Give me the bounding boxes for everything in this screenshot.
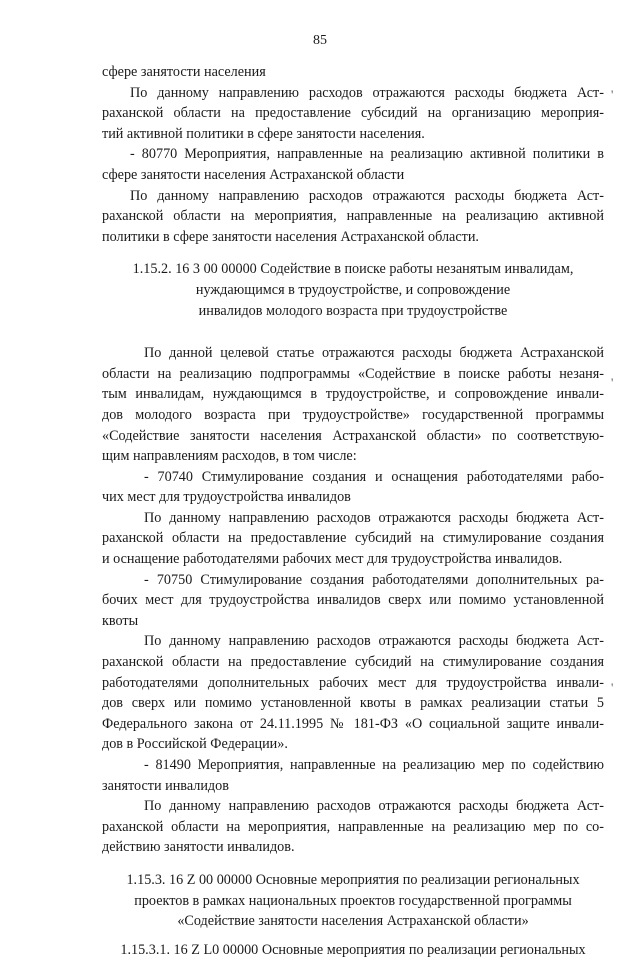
text-line: работодателями дополнительных рабочих мест для трудоустройства инвали- [102, 674, 604, 691]
heading-line: нуждающимся в трудоустройстве, и сопровождение [195, 281, 511, 298]
paragraph [102, 467, 604, 508]
text-line: «Содействие занятости населения Астраханской области» по соответствую- [102, 427, 604, 444]
margin-mark: ' [611, 87, 614, 102]
page-number: 85 [313, 33, 327, 48]
text-line: политики в сфере занятости населения Астраханской области. [102, 228, 479, 245]
block-gap [102, 932, 604, 940]
text-line: раханской области на мероприятия, направленные на реализацию активной [102, 208, 604, 225]
section-heading [102, 940, 604, 960]
text-line: - 70750 Стимулирование создания работодателями дополнительных ра- [144, 571, 604, 588]
text-line: чих мест для трудоустройства инвалидов [102, 489, 351, 506]
text-line: тий активной политики в сфере занятости населения. [102, 125, 425, 142]
text-line: области на реализацию подпрограммы «Содействие в поиске работы незаня- [102, 365, 604, 382]
paragraph [102, 144, 604, 185]
paragraph [102, 186, 604, 248]
text-line: действию занятости инвалидов. [102, 839, 295, 856]
text-line: По данному направлению расходов отражаются расходы бюджета Аст- [144, 509, 604, 526]
block-gap [102, 858, 604, 870]
heading-line: 1.15.2. 16 3 00 00000 Содействие в поиске работы незанятым инвалидам, [132, 261, 574, 278]
text-line: дов молодого возраста при трудоустройстве» государственной программы [102, 406, 604, 423]
margin-mark: ' [611, 375, 614, 390]
section-heading [102, 870, 604, 932]
paragraph [102, 570, 604, 632]
text-line: По данной целевой статье отражаются расходы бюджета Астраханской [144, 345, 604, 362]
text-line: раханской области на предоставление субсидий на стимулирование создания [102, 530, 604, 547]
document-body [102, 62, 604, 960]
text-line: сфере занятости населения Астраханской области [102, 166, 405, 183]
text-line: - 81490 Мероприятия, направленные на реализацию мер по содействию [144, 757, 604, 773]
paragraph [102, 796, 604, 858]
heading-line: 1.15.3. 16 Z 00 00000 Основные мероприятия по реализации региональных [126, 871, 580, 888]
section-heading [102, 259, 604, 321]
text-line: Федерального закона от 24.11.1995 № 181-ФЗ «О социальной защите инвали- [102, 715, 604, 732]
block-gap [102, 247, 604, 259]
text-line: По данному направлению расходов отражаются расходы бюджета Аст- [144, 798, 604, 815]
text-line: раханской области на мероприятия, направленные на реализацию мер по со- [102, 818, 604, 835]
text-line: раханской области на предоставление субсидий на организацию мероприя- [102, 105, 604, 122]
paragraph [102, 755, 604, 796]
text-line: тым инвалидам, нуждающимся в трудоустройстве, и сопровождение инвали- [102, 386, 604, 403]
text-line: и оснащение работодателями рабочих мест для трудоустройства инвалидов. [102, 551, 563, 568]
text-line: - 80770 Мероприятия, направленные на реализацию активной политики в [130, 146, 604, 163]
paragraph [102, 508, 604, 570]
text-line: сфере занятости населения [102, 64, 266, 80]
heading-line: инвалидов молодого возраста при трудоустройстве [198, 302, 508, 319]
text-line: щим направлениям расходов, в том числе: [102, 448, 357, 465]
text-line: бочих мест для трудоустройства инвалидов сверх или помимо установленной [102, 592, 604, 609]
text-line: По данному направлению расходов отражаются расходы бюджета Аст- [130, 84, 604, 101]
text-line: занятости инвалидов [102, 777, 229, 794]
heading-line: «Содействие занятости населения Астраханской области» [177, 913, 529, 930]
block-gap [102, 321, 604, 343]
heading-line: 1.15.3.1. 16 Z L0 00000 Основные мероприятия по реализации региональных [120, 941, 586, 958]
text-line: - 70740 Стимулирование создания и оснащения работодателями рабо- [144, 468, 604, 485]
heading-line: проектов в рамках национальных проектов государственной программы [134, 892, 572, 909]
text-line: квоты [102, 612, 139, 629]
text-line: По данному направлению расходов отражаются расходы бюджета Аст- [130, 187, 604, 204]
text-line: По данному направлению расходов отражаются расходы бюджета Аст- [144, 633, 604, 650]
text-line: дов в Российской Федерации». [102, 736, 288, 753]
text-line: дов сверх или помимо установленной квоты в рамках реализации статьи 5 [102, 695, 604, 712]
text-line: раханской области на предоставление субсидий на стимулирование создания [102, 654, 604, 671]
paragraph [102, 83, 604, 145]
margin-mark: ' [611, 680, 614, 695]
paragraph [102, 343, 604, 467]
paragraph [102, 631, 604, 755]
paragraph [102, 62, 604, 83]
